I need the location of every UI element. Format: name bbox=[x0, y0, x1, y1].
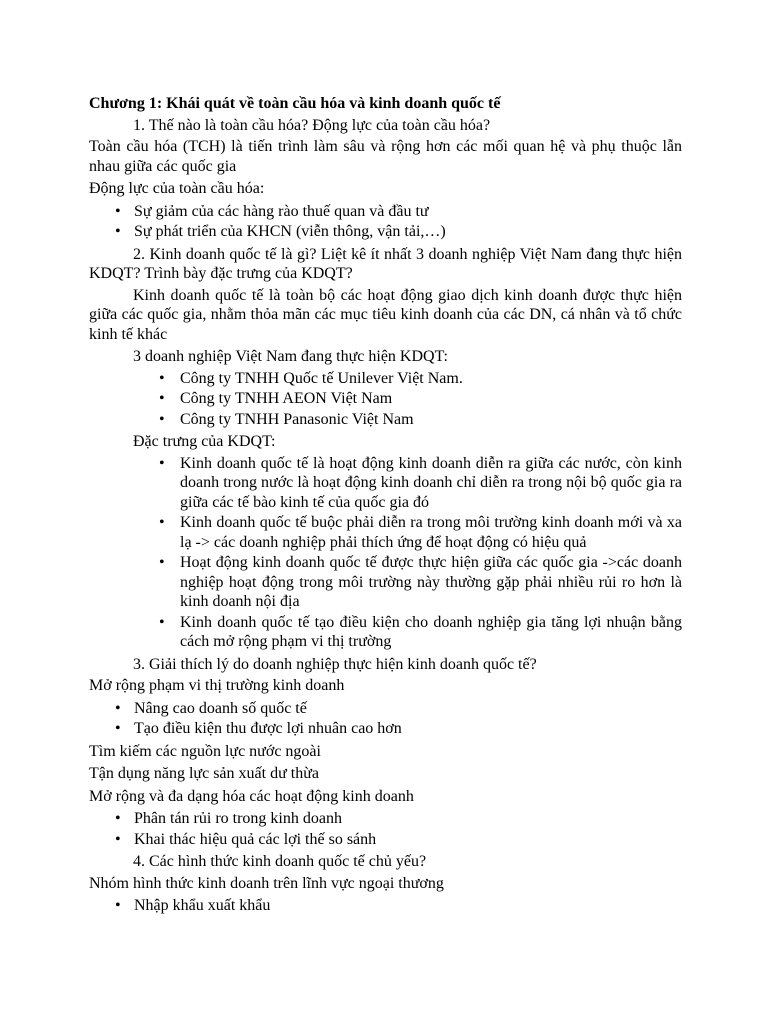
list-item: • Công ty TNHH Panasonic Việt Nam bbox=[89, 410, 682, 430]
paragraph-excess-capacity: Tận dụng năng lực sản xuất dư thừa bbox=[89, 765, 319, 782]
list-item: • Sự phát triển của KHCN (viễn thông, vận tải,…) bbox=[89, 222, 682, 242]
list-item: • Kinh doanh quốc tế tạo điều kiện cho doanh nghiệp gia tăng lợi nhuận bằng cách mở rộng phạm vi thị trường bbox=[89, 613, 682, 652]
list-trade-forms bbox=[89, 896, 682, 916]
list-characteristics bbox=[89, 454, 682, 652]
question-2: 2. Kinh doanh quốc tế là gì? Liệt kê ít nhất 3 doanh nghiệp Việt Nam đang thực hiện KDQT? Trình bày đặc trưng của KDQT? bbox=[89, 245, 682, 282]
list-item: • Công ty TNHH AEON Việt Nam bbox=[89, 389, 682, 409]
list-item: • Phân tán rủi ro trong kinh doanh bbox=[89, 809, 682, 829]
list-item: • Khai thác hiệu quả các lợi thế so sánh bbox=[89, 830, 682, 850]
list-item: • Hoạt động kinh doanh quốc tế được thực hiện giữa các quốc gia ->các doanh nghiệp hoạt động trong môi trường này thường gặp phải nhiều rủi ro hơn là kinh doanh nội địa bbox=[89, 553, 682, 612]
list-item: • Sự giảm của các hàng rào thuế quan và đầu tư bbox=[89, 202, 682, 222]
paragraph-drivers-heading: Động lực của toàn cầu hóa: bbox=[89, 180, 265, 197]
paragraph-ib-definition: Kinh doanh quốc tế là toàn bộ các hoạt động giao dịch kinh doanh được thực hiện giữa các quốc gia, nhằm thỏa mãn các mục tiêu kinh doanh của các DN, cá nhân và tổ chức kinh tế khác bbox=[89, 286, 682, 343]
question-3: 3. Giải thích lý do doanh nghiệp thực hiện kinh doanh quốc tế? bbox=[133, 655, 537, 673]
paragraph-expand-market: Mở rộng phạm vi thị trường kinh doanh bbox=[89, 677, 345, 694]
chapter-title: Chương 1: Khái quát về toàn cầu hóa và kinh doanh quốc tế bbox=[89, 95, 501, 112]
paragraph-companies-heading: 3 doanh nghiệp Việt Nam đang thực hiện KDQT: bbox=[133, 348, 448, 365]
list-companies bbox=[89, 369, 682, 430]
paragraph-characteristics-heading: Đặc trưng của KDQT: bbox=[133, 433, 276, 450]
list-drivers bbox=[89, 202, 682, 242]
question-4: 4. Các hình thức kinh doanh quốc tế chủ yếu? bbox=[133, 853, 427, 870]
paragraph-globalization-definition: Toàn cầu hóa (TCH) là tiến trình làm sâu và rộng hơn các mối quan hệ và phụ thuộc lẫn nhau giữa các quốc gia bbox=[89, 138, 682, 175]
list-item: • Tạo điều kiện thu được lợi nhuân cao hơn bbox=[89, 719, 682, 739]
paragraph-trade-forms: Nhóm hình thức kinh doanh trên lĩnh vực ngoại thương bbox=[89, 874, 444, 892]
list-item: • Công ty TNHH Quốc tế Unilever Việt Nam. bbox=[89, 369, 682, 389]
paragraph-diversify: Mở rộng và đa dạng hóa các hoạt động kinh doanh bbox=[89, 787, 414, 805]
list-item: • Nhập khẩu xuất khẩu bbox=[89, 896, 682, 916]
list-item: • Kinh doanh quốc tế buộc phải diễn ra trong môi trường kinh doanh mới và xa lạ -> các doanh nghiệp phải thích ứng để hoạt động có hiệu quả bbox=[89, 513, 682, 552]
list-diversify bbox=[89, 809, 682, 849]
paragraph-foreign-resources: Tìm kiếm các nguồn lực nước ngoài bbox=[89, 742, 321, 760]
list-item: • Kinh doanh quốc tế là hoạt động kinh doanh diễn ra giữa các nước, còn kinh doanh trong nước là hoạt động kinh doanh chỉ diễn ra trong nội bộ quốc gia ra giữa các tế bào kinh tế của quốc gia đó bbox=[89, 454, 682, 513]
list-expand-market bbox=[89, 699, 682, 739]
question-1: 1. Thế nào là toàn cầu hóa? Động lực của toàn cầu hóa? bbox=[133, 116, 491, 134]
list-item: • Nâng cao doanh số quốc tế bbox=[89, 699, 682, 719]
